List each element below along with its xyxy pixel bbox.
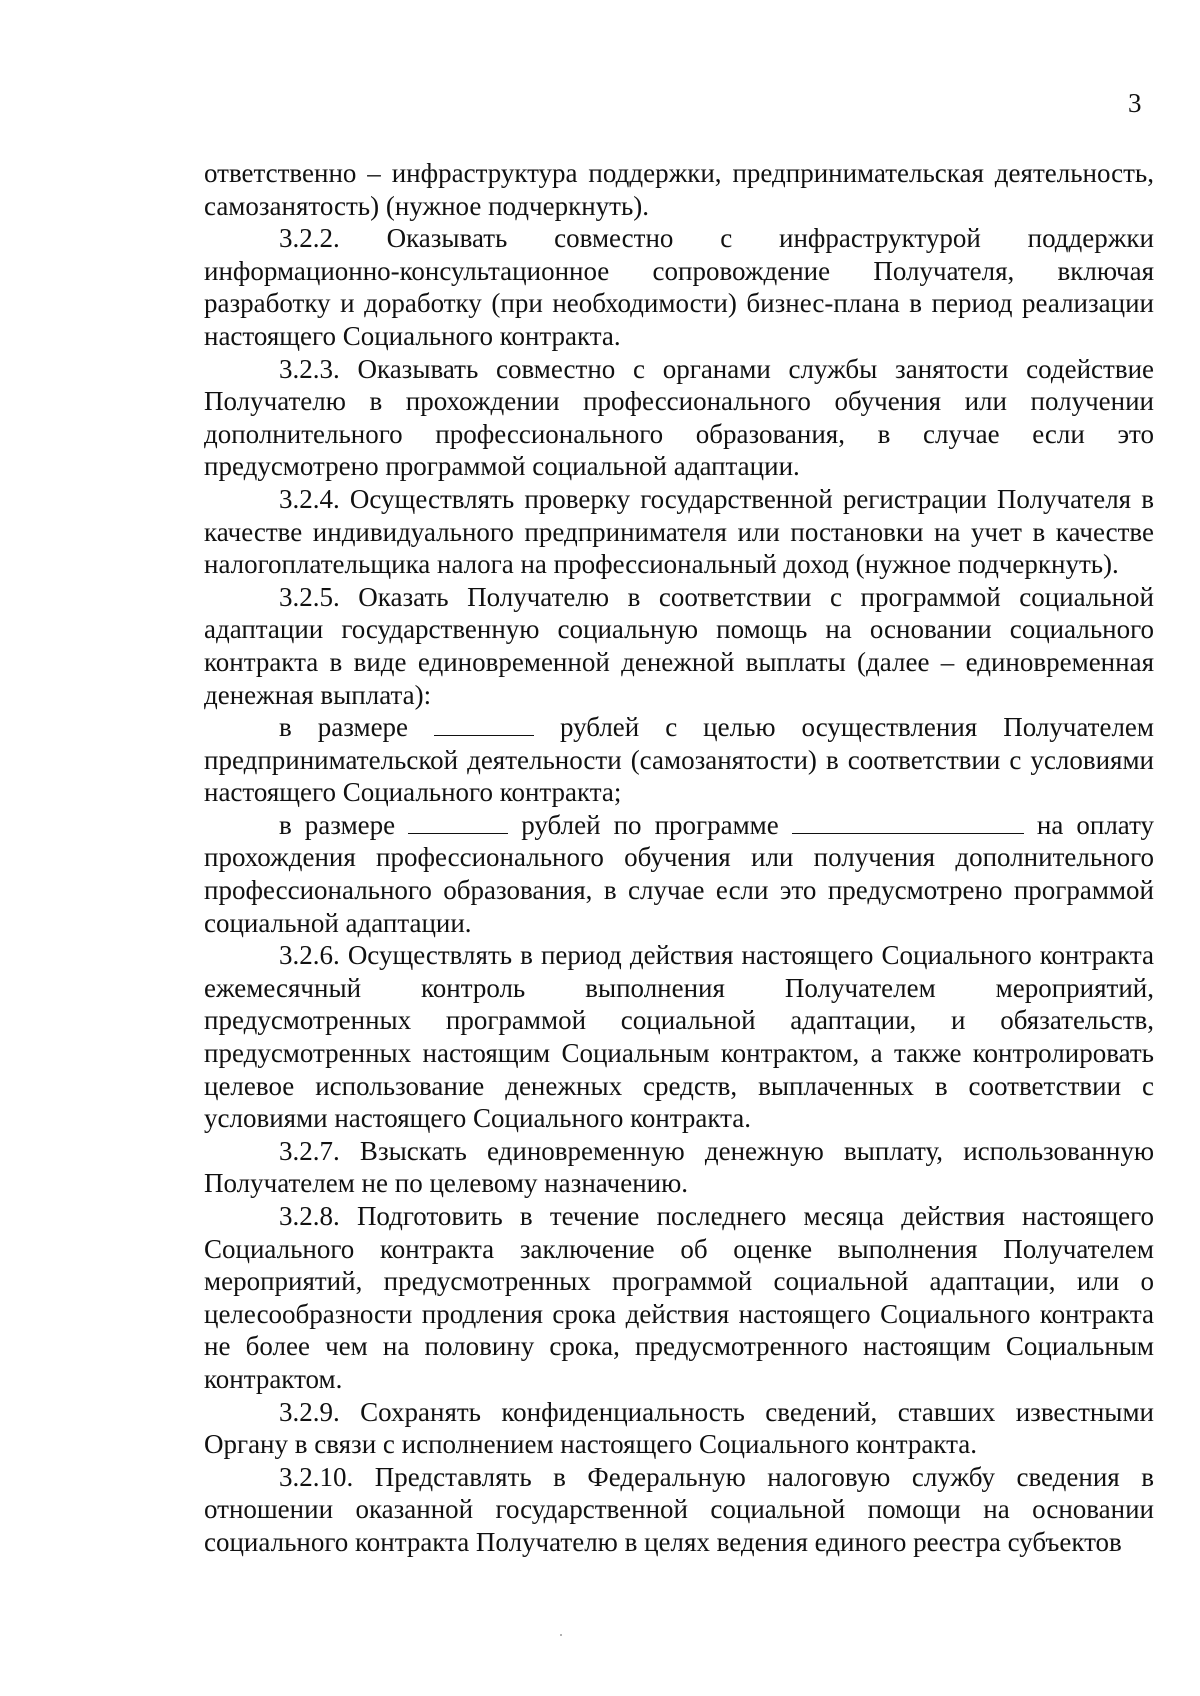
- training-purpose-text: на оплату прохождения профессионального обучения или получения дополнительного профессионального образования, в случае если это предусмотрено программой социальной адаптации.: [204, 809, 1155, 938]
- amount-purpose-text: рублей с целью осуществления Получателем предпринимательской деятельности (самозанятости) в соответствии с условиями настоящего Социального контракта;: [204, 712, 1154, 808]
- payment-amount-training: [204, 809, 1154, 939]
- amount-prefix: в размере: [279, 809, 396, 840]
- clause-3-2-5: 3.2.5. Оказать Получателю в соответствии с программой социальной адаптации государственную социальную помощь на основании социального контракта в виде единовременной денежной выплаты (далее – единовременная денежная выплата):: [204, 581, 1154, 710]
- program-blank-field[interactable]: [792, 811, 1024, 834]
- clause-3-2-2: 3.2.2. Оказывать совместно с инфраструктурой поддержки информационно-консультационное сопровождение Получателя, включая разработку и доработку (при необходимости) бизнес-плана в период реализации настоящего Социального контракта.: [204, 223, 1154, 351]
- clause-3-2-10: 3.2.10. Представлять в Федеральную налоговую службу сведения в отношении оказанной государственной социальной помощи на основании социального контракта Получателю в целях ведения единого реестра субъектов: [204, 1461, 1154, 1557]
- clause-3-2-3: 3.2.3. Оказывать совместно с органами службы занятости содействие Получателю в прохождении профессионального обучения или получении дополнительного профессионального образования, в случае если это предусмотрено программой социальной адаптации.: [204, 353, 1154, 482]
- amount-blank-field[interactable]: [434, 713, 534, 736]
- amount-prefix: в размере: [279, 712, 409, 743]
- amount-blank-field[interactable]: [408, 811, 508, 834]
- payment-amount-entrepreneurship: [204, 711, 1154, 809]
- clause-3-2-8: 3.2.8. Подготовить в течение последнего месяца действия настоящего Социального контракта заключение об оценке выполнения Получателем мероприятий, предусмотренных программой социальной адаптации, или о целесообразности продления срока действия настоящего Социального контракта не более чем на половину срока, предусмотренного настоящим Социальным контрактом.: [204, 1201, 1154, 1394]
- clause-3-2-7: 3.2.7. Взыскать единовременную денежную выплату, использованную Получателем не по целевому назначению.: [204, 1135, 1154, 1199]
- paragraph-continuation: ответственно – инфраструктура поддержки, предпринимательская деятельность, самозанятость) (нужное подчеркнуть).: [204, 158, 1154, 221]
- program-prefix: рублей по программе: [521, 809, 779, 840]
- document-body: [204, 157, 1154, 1559]
- clause-3-2-9: 3.2.9. Сохранять конфиденциальность сведений, ставших известными Органу в связи с исполнением настоящего Социального контракта.: [204, 1396, 1154, 1460]
- clause-3-2-4: 3.2.4. Осуществлять проверку государственной регистрации Получателя в качестве индивидуального предпринимателя или постановки на учет в качестве налогоплательщика налога на профессиональный доход (нужное подчеркнуть).: [204, 483, 1154, 580]
- scan-speck: [560, 1634, 562, 1636]
- page-number: 3: [1128, 88, 1142, 118]
- clause-3-2-6: 3.2.6. Осуществлять в период действия настоящего Социального контракта ежемесячный контроль выполнения Получателем мероприятий, предусмотренных программой социальной адаптации, и обязательств, предусмотренных настоящим Социальным контрактом, а также контролировать целевое использование денежных средств, выплаченных в соответствии с условиями настоящего Социального контракта.: [204, 940, 1154, 1134]
